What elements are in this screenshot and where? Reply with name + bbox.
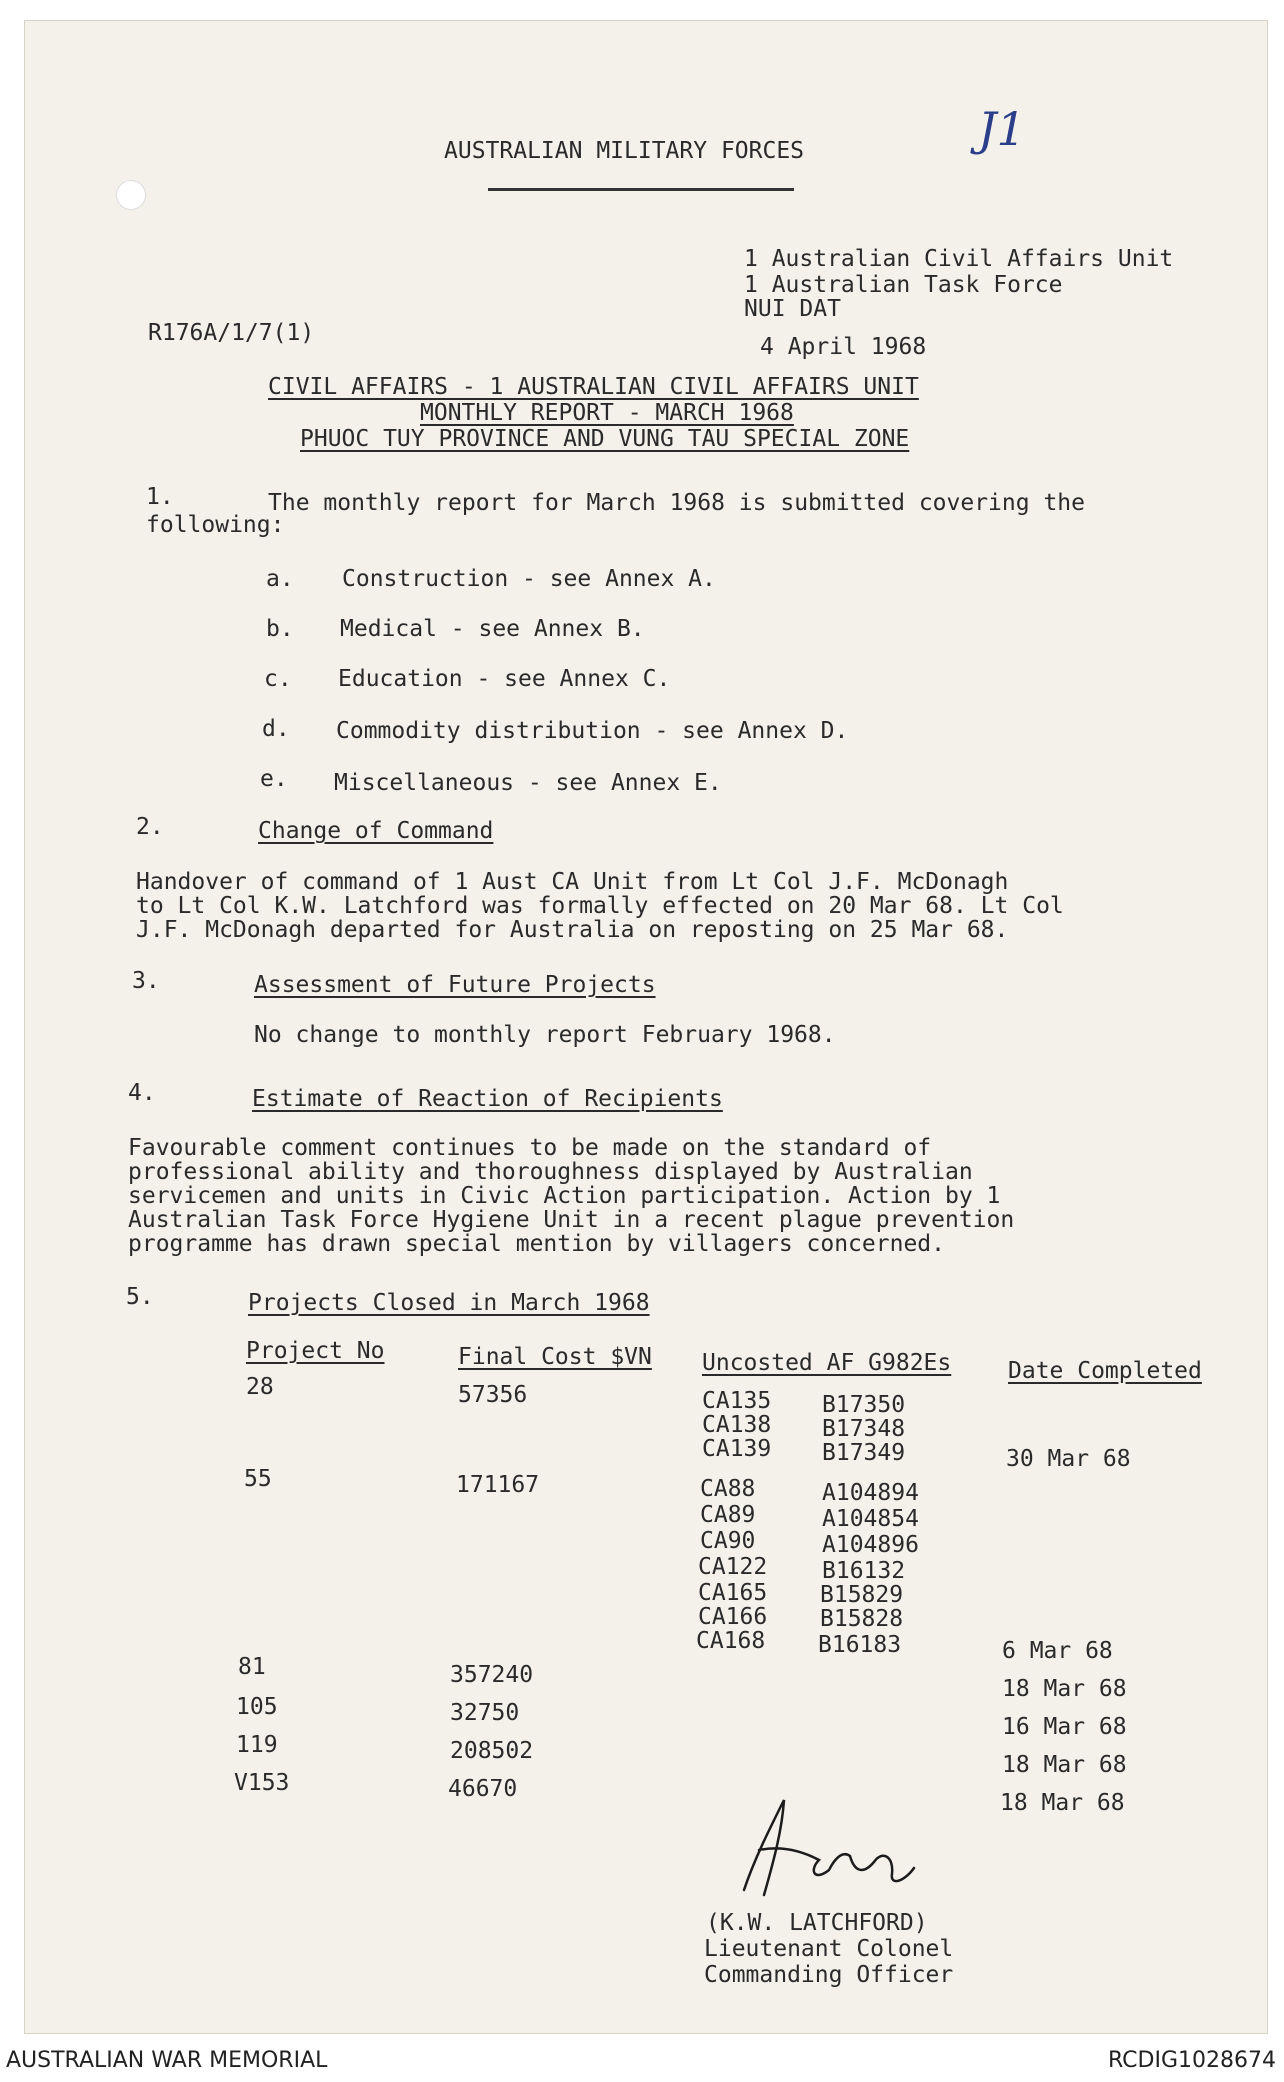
cell-af: B15828 <box>820 1606 904 1632</box>
para5-heading: Projects Closed in March 1968 <box>248 1290 650 1316</box>
para4-body: Favourable comment continues to be made on the standard of professional ability and thoroughness displayed by Australian servicemen and units in Civic Action participation. Action by 1 Australian Task Force Hygiene Unit in a recent plague prevention programme has drawn special mention by villagers concerned. <box>128 1135 1015 1257</box>
column-header: Date Completed <box>1008 1358 1202 1384</box>
column-header: Uncosted AF G982Es <box>702 1350 952 1376</box>
cell-af: CA168 <box>696 1628 766 1654</box>
para2-number: 2. <box>136 814 164 840</box>
para1-number: 1. <box>146 484 174 510</box>
cell-date: 18 Mar 68 <box>1002 1676 1127 1702</box>
footer-source: AUSTRALIAN WAR MEMORIAL <box>6 2048 328 2073</box>
list-item-letter: d. <box>262 716 290 742</box>
signatory-rank: Lieutenant Colonel <box>704 1936 954 1962</box>
para5-number: 5. <box>126 1284 154 1310</box>
punch-hole <box>116 180 146 210</box>
cell-af: B16183 <box>818 1632 902 1658</box>
cell-date: 16 Mar 68 <box>1002 1714 1127 1740</box>
list-item: Education - see Annex C. <box>338 666 671 692</box>
report-date: 4 April 1968 <box>760 334 927 360</box>
cell-af: CA139 <box>702 1436 772 1462</box>
handwritten-initials: J1 <box>978 102 1026 156</box>
subject-line-1: CIVIL AFFAIRS - 1 AUSTRALIAN CIVIL AFFAIRS UNIT <box>268 374 919 400</box>
list-item: Medical - see Annex B. <box>340 616 645 642</box>
cell-af: B17348 <box>822 1416 906 1442</box>
cell-af: A104896 <box>822 1532 919 1558</box>
cell-af: CA165 <box>698 1580 768 1606</box>
document-title: AUSTRALIAN MILITARY FORCES <box>444 138 805 164</box>
para2-body: Handover of command of 1 Aust CA Unit from Lt Col J.F. McDonagh to Lt Col K.W. Latchford was formally effected on 20 Mar 68. Lt Col J.F. McDonagh departed for Australia on reposting on 25 Mar 68. <box>136 869 1064 943</box>
cell-date: 18 Mar 68 <box>1002 1752 1127 1778</box>
para2-heading: Change of Command <box>258 818 494 844</box>
cell-af: CA122 <box>698 1554 768 1580</box>
cell-cost: 32750 <box>450 1700 520 1726</box>
cell-af: CA90 <box>700 1528 756 1554</box>
column-header: Final Cost $VN <box>458 1344 652 1370</box>
para4-heading: Estimate of Reaction of Recipients <box>252 1086 723 1112</box>
para3-body: No change to monthly report February 1968. <box>254 1022 836 1048</box>
cell-cost: 171167 <box>456 1472 540 1498</box>
cell-af: CA135 <box>702 1388 772 1414</box>
list-item-letter: b. <box>266 616 294 642</box>
subject-line-2: MONTHLY REPORT - MARCH 1968 <box>420 400 794 426</box>
list-item: Miscellaneous - see Annex E. <box>334 770 722 796</box>
cell-af: CA88 <box>700 1476 756 1502</box>
cell-project: 55 <box>244 1466 272 1492</box>
signatory-role: Commanding Officer <box>704 1962 954 1988</box>
cell-af: CA138 <box>702 1412 772 1438</box>
list-item: Commodity distribution - see Annex D. <box>336 718 849 744</box>
list-item-letter: e. <box>260 766 288 792</box>
cell-af: B17350 <box>822 1392 906 1418</box>
para3-heading: Assessment of Future Projects <box>254 972 656 998</box>
unit-line-2: 1 Australian Task Force <box>744 272 1063 298</box>
cell-project: 105 <box>236 1694 278 1720</box>
column-header: Project No <box>246 1338 385 1364</box>
cell-project: 119 <box>236 1732 278 1758</box>
footer-id: RCDIG1028674 <box>1107 2048 1276 2073</box>
cell-af: B16132 <box>822 1558 906 1584</box>
cell-date: 6 Mar 68 <box>1002 1638 1113 1664</box>
cell-project: 28 <box>246 1374 274 1400</box>
signature-graphic <box>724 1790 934 1900</box>
cell-af: CA166 <box>698 1604 768 1630</box>
cell-af: A104854 <box>822 1506 919 1532</box>
cell-date: 18 Mar 68 <box>1000 1790 1125 1816</box>
para1-text-continued: following: <box>146 512 285 538</box>
cell-af: CA89 <box>700 1502 756 1528</box>
cell-af: B17349 <box>822 1440 906 1466</box>
signatory-name: (K.W. LATCHFORD) <box>706 1910 928 1936</box>
list-item-letter: c. <box>264 666 292 692</box>
cell-project: V153 <box>234 1770 290 1796</box>
cell-cost: 357240 <box>450 1662 534 1688</box>
unit-line-3: NUI DAT <box>744 296 841 322</box>
para3-number: 3. <box>132 968 160 994</box>
list-item-letter: a. <box>266 566 294 592</box>
cell-af: A104894 <box>822 1480 919 1506</box>
para1-text: The monthly report for March 1968 is submitted covering the <box>268 490 1085 516</box>
title-rule <box>488 188 794 191</box>
file-reference: R176A/1/7(1) <box>148 320 315 346</box>
cell-af: B15829 <box>820 1582 904 1608</box>
cell-cost: 208502 <box>450 1738 534 1764</box>
list-item: Construction - see Annex A. <box>342 566 716 592</box>
subject-line-3: PHUOC TUY PROVINCE AND VUNG TAU SPECIAL ZONE <box>300 426 910 452</box>
cell-cost: 57356 <box>458 1382 528 1408</box>
cell-date: 30 Mar 68 <box>1006 1446 1131 1472</box>
para4-number: 4. <box>128 1080 156 1106</box>
cell-project: 81 <box>238 1654 266 1680</box>
cell-cost: 46670 <box>448 1776 518 1802</box>
unit-line-1: 1 Australian Civil Affairs Unit <box>744 246 1174 272</box>
